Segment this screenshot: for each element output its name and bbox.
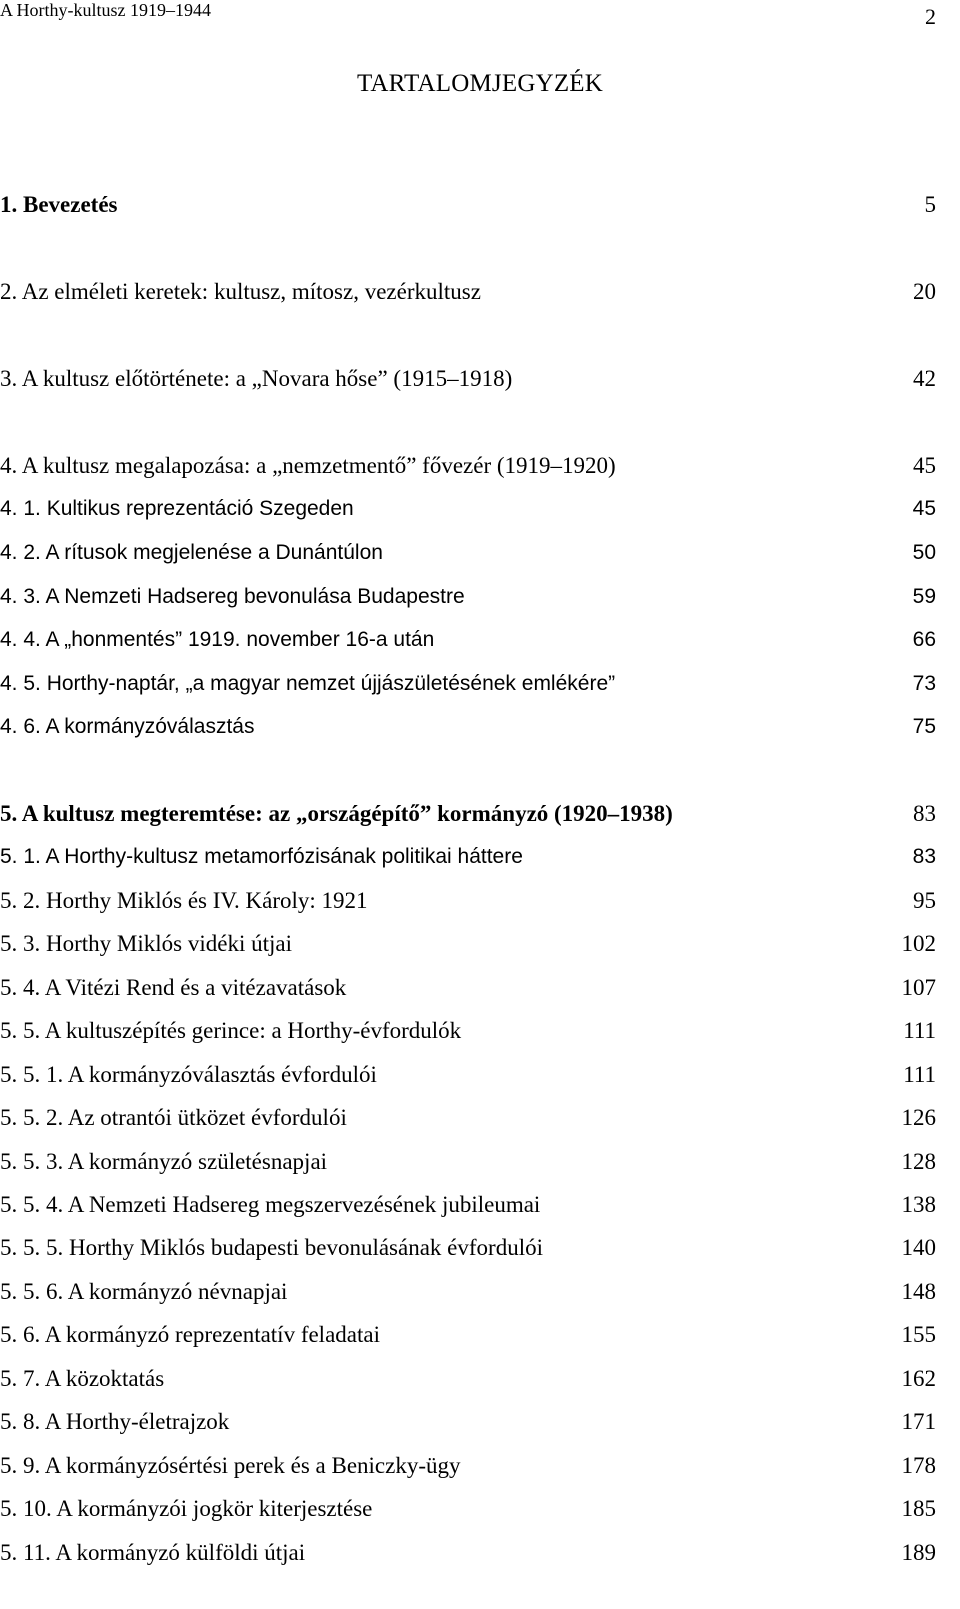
toc-entry-section-5-5[interactable] bbox=[0, 1014, 936, 1048]
toc-entry-title: 5. 2. Horthy Miklós és IV. Károly: 1921 bbox=[0, 888, 368, 913]
toc-entry-section-5-5-1[interactable] bbox=[0, 1058, 936, 1092]
toc-entry-title: 5. 10. A kormányzói jogkör kiterjesztése bbox=[0, 1496, 373, 1521]
toc-entry-title: 5. 5. 3. A kormányzó születésnapjai bbox=[0, 1149, 328, 1174]
toc-entry-page: 178 bbox=[901, 1453, 936, 1478]
toc-entry-section-5-8[interactable] bbox=[0, 1405, 936, 1439]
toc-entry-page: 155 bbox=[901, 1322, 936, 1347]
toc-entry-page: 59 bbox=[912, 585, 936, 608]
toc-entry-title: 5. 11. A kormányzó külföldi útjai bbox=[0, 1540, 306, 1565]
toc-entry-section-4-4[interactable] bbox=[0, 623, 936, 657]
toc-entry-page: 45 bbox=[913, 453, 936, 478]
toc-entry-section-4-5[interactable] bbox=[0, 667, 936, 701]
toc-entry-title: 4. 5. Horthy-naptár, „a magyar nemzet újjászületésének emlékére” bbox=[0, 672, 616, 695]
toc-entry-section-5-9[interactable] bbox=[0, 1449, 936, 1483]
toc-entry-chapter-2[interactable] bbox=[0, 275, 936, 309]
toc-entry-page: 95 bbox=[913, 888, 936, 913]
toc-entry-title: 5. 5. 6. A kormányzó névnapjai bbox=[0, 1279, 288, 1304]
toc-entry-title: 5. 4. A Vitézi Rend és a vitézavatások bbox=[0, 975, 347, 1000]
toc-entry-section-5-5-2[interactable] bbox=[0, 1101, 936, 1135]
toc-entry-page: 75 bbox=[912, 715, 936, 738]
toc-entry-chapter-1[interactable] bbox=[0, 188, 936, 222]
toc-entry-page: 50 bbox=[912, 541, 936, 564]
toc-entry-title: 4. 1. Kultikus reprezentáció Szegeden bbox=[0, 497, 354, 520]
toc-entry-section-5-6[interactable] bbox=[0, 1318, 936, 1352]
toc-entry-page: 73 bbox=[912, 672, 936, 695]
running-head: A Horthy-kultusz 1919–1944 bbox=[0, 0, 211, 20]
toc-entry-title: 5. 5. 5. Horthy Miklós budapesti bevonulásának évfordulói bbox=[0, 1235, 543, 1260]
page-title: TARTALOMJEGYZÉK bbox=[356, 70, 604, 97]
toc-entry-title: 5. 6. A kormányzó reprezentatív feladatai bbox=[0, 1322, 380, 1347]
toc-entry-section-4-6[interactable] bbox=[0, 710, 936, 744]
toc-entry-title: 5. 3. Horthy Miklós vidéki útjai bbox=[0, 931, 292, 956]
toc-entry-page: 42 bbox=[913, 366, 936, 391]
toc-entry-chapter-3[interactable] bbox=[0, 362, 936, 396]
toc-entry-title: 5. 9. A kormányzósértési perek és a Beniczky-ügy bbox=[0, 1453, 461, 1478]
toc-entry-section-5-5-4[interactable] bbox=[0, 1188, 936, 1222]
toc-entry-page: 5 bbox=[924, 192, 936, 217]
toc-entry-page: 20 bbox=[913, 279, 936, 304]
toc-entry-section-4-2[interactable] bbox=[0, 536, 936, 570]
page-number: 2 bbox=[925, 4, 936, 29]
toc-entry-page: 148 bbox=[901, 1279, 936, 1304]
toc-entry-page: 107 bbox=[901, 975, 936, 1000]
toc-entry-title: 4. 4. A „honmentés” 1919. november 16-a után bbox=[0, 628, 435, 651]
toc-entry-title: 4. 3. A Nemzeti Hadsereg bevonulása Budapestre bbox=[0, 585, 465, 608]
toc-entry-page: 102 bbox=[901, 931, 936, 956]
toc-entry-chapter-5[interactable] bbox=[0, 797, 936, 831]
toc-entry-page: 126 bbox=[901, 1105, 936, 1130]
toc-entry-section-5-5-5[interactable] bbox=[0, 1231, 936, 1265]
toc-entry-title: 1. Bevezetés bbox=[0, 192, 118, 217]
toc-entry-section-5-3[interactable] bbox=[0, 927, 936, 961]
toc-entry-title: 5. 1. A Horthy-kultusz metamorfózisának politikai háttere bbox=[0, 845, 523, 868]
toc-entry-page: 171 bbox=[901, 1409, 936, 1434]
toc-entry-title: 4. 2. A rítusok megjelenése a Dunántúlon bbox=[0, 541, 383, 564]
toc-entry-section-5-5-6[interactable] bbox=[0, 1275, 936, 1309]
toc-entry-page: 189 bbox=[901, 1540, 936, 1565]
toc-entry-section-4-1[interactable] bbox=[0, 492, 936, 526]
toc-entry-section-5-5-3[interactable] bbox=[0, 1145, 936, 1179]
toc-entry-section-5-10[interactable] bbox=[0, 1492, 936, 1526]
toc-entry-section-5-2[interactable] bbox=[0, 884, 936, 918]
toc-entry-section-4-3[interactable] bbox=[0, 580, 936, 614]
toc-entry-title: 2. Az elméleti keretek: kultusz, mítosz, vezérkultusz bbox=[0, 279, 481, 304]
toc-entry-section-5-1[interactable] bbox=[0, 840, 936, 874]
toc-entry-page: 162 bbox=[901, 1366, 936, 1391]
toc-entry-title: 4. A kultusz megalapozása: a „nemzetmentő” fővezér (1919–1920) bbox=[0, 453, 616, 478]
toc-entry-section-5-4[interactable] bbox=[0, 971, 936, 1005]
toc-entry-page: 45 bbox=[912, 497, 936, 520]
toc-entry-title: 5. 5. 1. A kormányzóválasztás évfordulói bbox=[0, 1062, 377, 1087]
toc-entry-page: 138 bbox=[901, 1192, 936, 1217]
toc-entry-title: 5. A kultusz megteremtése: az „országépítő” kormányzó (1920–1938) bbox=[0, 801, 673, 826]
toc-entry-page: 66 bbox=[912, 628, 936, 651]
toc-entry-page: 83 bbox=[912, 845, 936, 868]
toc-entry-title: 3. A kultusz előtörténete: a „Novara hőse” (1915–1918) bbox=[0, 366, 513, 391]
toc-entry-title: 5. 5. A kultuszépítés gerince: a Horthy-évfordulók bbox=[0, 1018, 462, 1043]
toc-entry-page: 128 bbox=[901, 1149, 936, 1174]
toc-entry-title: 5. 7. A közoktatás bbox=[0, 1366, 165, 1391]
toc-entry-chapter-4[interactable] bbox=[0, 449, 936, 483]
toc-entry-title: 5. 5. 4. A Nemzeti Hadsereg megszervezésének jubileumai bbox=[0, 1192, 541, 1217]
toc-entry-section-5-11[interactable] bbox=[0, 1536, 936, 1570]
toc-entry-page: 111 bbox=[903, 1018, 936, 1043]
toc-entry-page: 140 bbox=[901, 1235, 936, 1260]
toc-entry-page: 111 bbox=[903, 1062, 936, 1087]
toc-entry-section-5-7[interactable] bbox=[0, 1362, 936, 1396]
toc-entry-title: 4. 6. A kormányzóválasztás bbox=[0, 715, 255, 738]
toc-entry-title: 5. 5. 2. Az otrantói ütközet évfordulói bbox=[0, 1105, 347, 1130]
toc-entry-page: 83 bbox=[913, 801, 936, 826]
toc-entry-title: 5. 8. A Horthy-életrajzok bbox=[0, 1409, 230, 1434]
toc-entry-page: 185 bbox=[901, 1496, 936, 1521]
